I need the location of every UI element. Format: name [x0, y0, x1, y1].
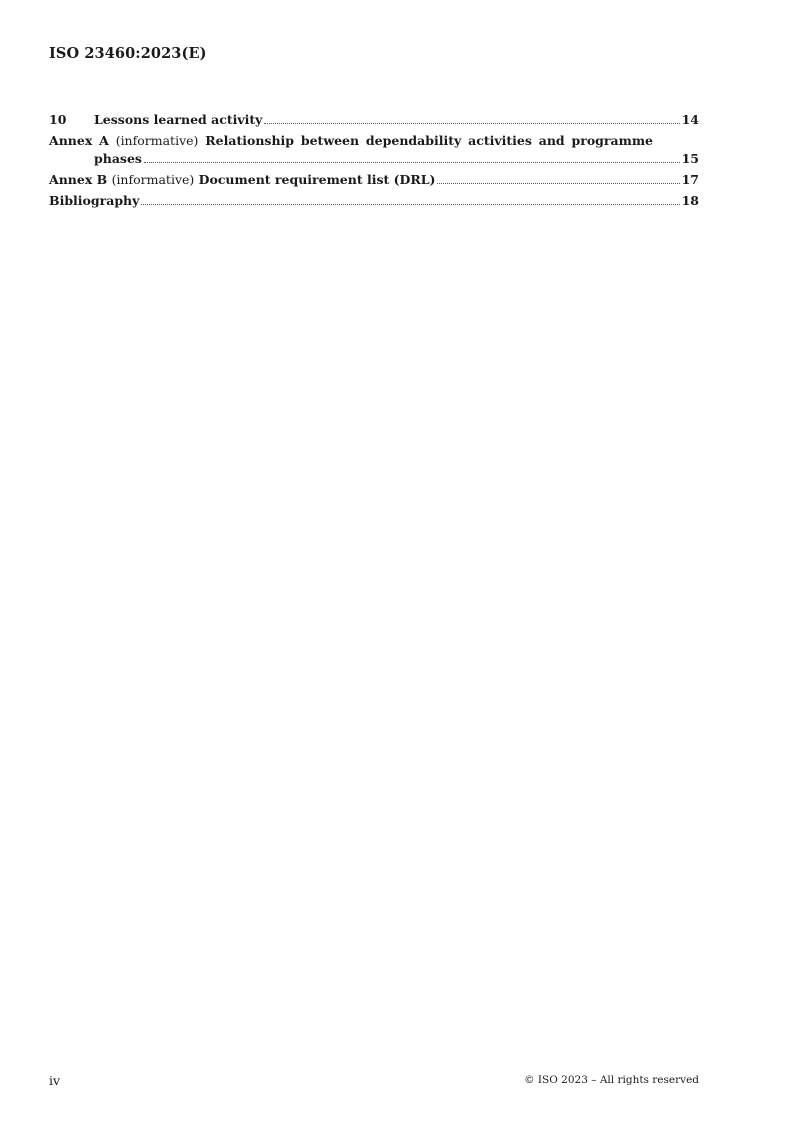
toc-annex-title-line1: Relationship between dependability activities and programme [205, 133, 653, 148]
toc-leader-dots [437, 183, 679, 184]
toc-leader-dots [264, 123, 679, 124]
toc-clause-number: 10 [49, 112, 67, 127]
toc-page-number: 14 [681, 112, 699, 127]
toc-entry-label [49, 171, 435, 189]
toc-entry-bibliography[interactable] [49, 192, 699, 210]
toc-annex-type: (informative) [115, 133, 199, 148]
footer-copyright: © ISO 2023 – All rights reserved [524, 1074, 699, 1086]
toc-entry-label [49, 132, 653, 150]
toc-annex-label: Annex A [49, 133, 109, 148]
toc-bibliography-title: Bibliography [49, 193, 140, 208]
toc-leader-dots [144, 162, 680, 163]
toc-page-number: 18 [681, 193, 699, 208]
toc-annex-label: Annex B [49, 172, 108, 187]
toc-page-number: 15 [681, 151, 699, 166]
toc-entry-clause-10[interactable] [49, 111, 699, 129]
toc-leader-dots [141, 204, 679, 205]
toc-page-number: 17 [681, 172, 699, 187]
toc-entry-annex-a[interactable] [49, 132, 699, 168]
footer-page-number: iv [49, 1073, 61, 1088]
toc-annex-title-line2: phases [94, 151, 142, 166]
toc-clause-title: Lessons learned activity [94, 112, 263, 127]
toc-entry-annex-b[interactable] [49, 171, 699, 189]
table-of-contents [49, 111, 699, 213]
document-identifier: ISO 23460:2023(E) [49, 45, 207, 62]
toc-annex-type: (informative) [111, 172, 195, 187]
toc-entry-label [49, 111, 262, 129]
toc-annex-title: Document requirement list (DRL) [198, 172, 436, 187]
